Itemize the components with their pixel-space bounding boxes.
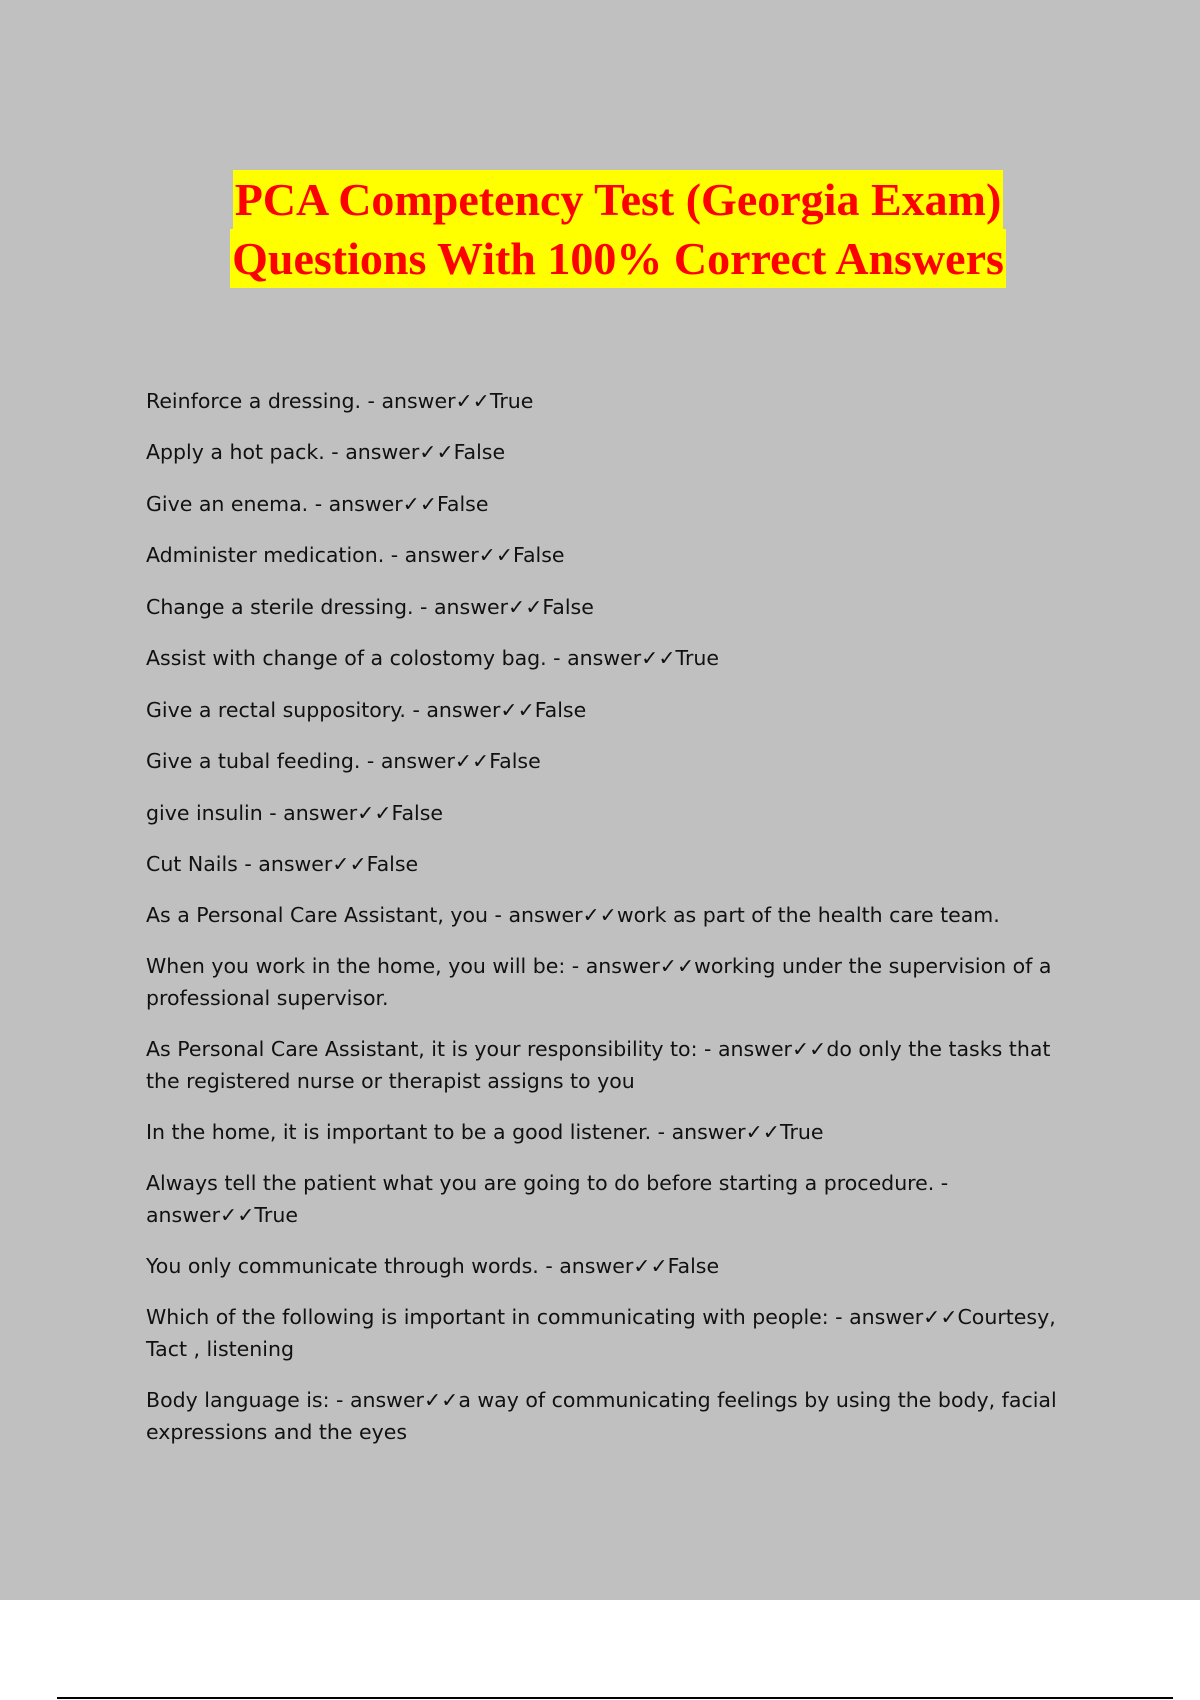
qa-item: As a Personal Care Assistant, you - answer✓✓work as part of the health care team. (146, 903, 1000, 927)
qa-item: Give an enema. - answer✓✓False (146, 492, 489, 516)
title-line-2: Questions With 100% Correct Answers (230, 229, 1006, 288)
qa-item: Administer medication. - answer✓✓False (146, 543, 565, 567)
qa-item: As Personal Care Assistant, it is your responsibility to: - answer✓✓do only the tasks that the registered nurse or therapist assigns to you (146, 1037, 1051, 1093)
title-line-1: PCA Competency Test (Georgia Exam) (233, 170, 1004, 229)
qa-item: Body language is: - answer✓✓a way of communicating feelings by using the body, facial expressions and the eyes (146, 1388, 1057, 1444)
qa-item: Give a tubal feeding. - answer✓✓False (146, 749, 541, 773)
footer-rule (57, 1697, 1173, 1699)
qa-item: Which of the following is important in communicating with people: - answer✓✓Courtesy, Tact , listening (146, 1305, 1056, 1361)
qa-item: Cut Nails - answer✓✓False (146, 852, 419, 876)
qa-item: In the home, it is important to be a good listener. - answer✓✓True (146, 1120, 824, 1144)
qa-item: Apply a hot pack. - answer✓✓False (146, 440, 506, 464)
qa-item: Reinforce a dressing. - answer✓✓True (146, 389, 534, 413)
qa-item: You only communicate through words. - answer✓✓False (146, 1254, 720, 1278)
qa-item: Give a rectal suppository. - answer✓✓False (146, 698, 587, 722)
question-answer-list (146, 385, 1086, 1467)
document-title (0, 170, 1200, 288)
qa-item: When you work in the home, you will be: - answer✓✓working under the supervision of a professional supervisor. (146, 954, 1052, 1010)
qa-item: give insulin - answer✓✓False (146, 801, 443, 825)
qa-item: Assist with change of a colostomy bag. - answer✓✓True (146, 646, 720, 670)
qa-item: Always tell the patient what you are going to do before starting a procedure. - answer✓✓True (146, 1171, 949, 1227)
qa-item: Change a sterile dressing. - answer✓✓False (146, 595, 594, 619)
